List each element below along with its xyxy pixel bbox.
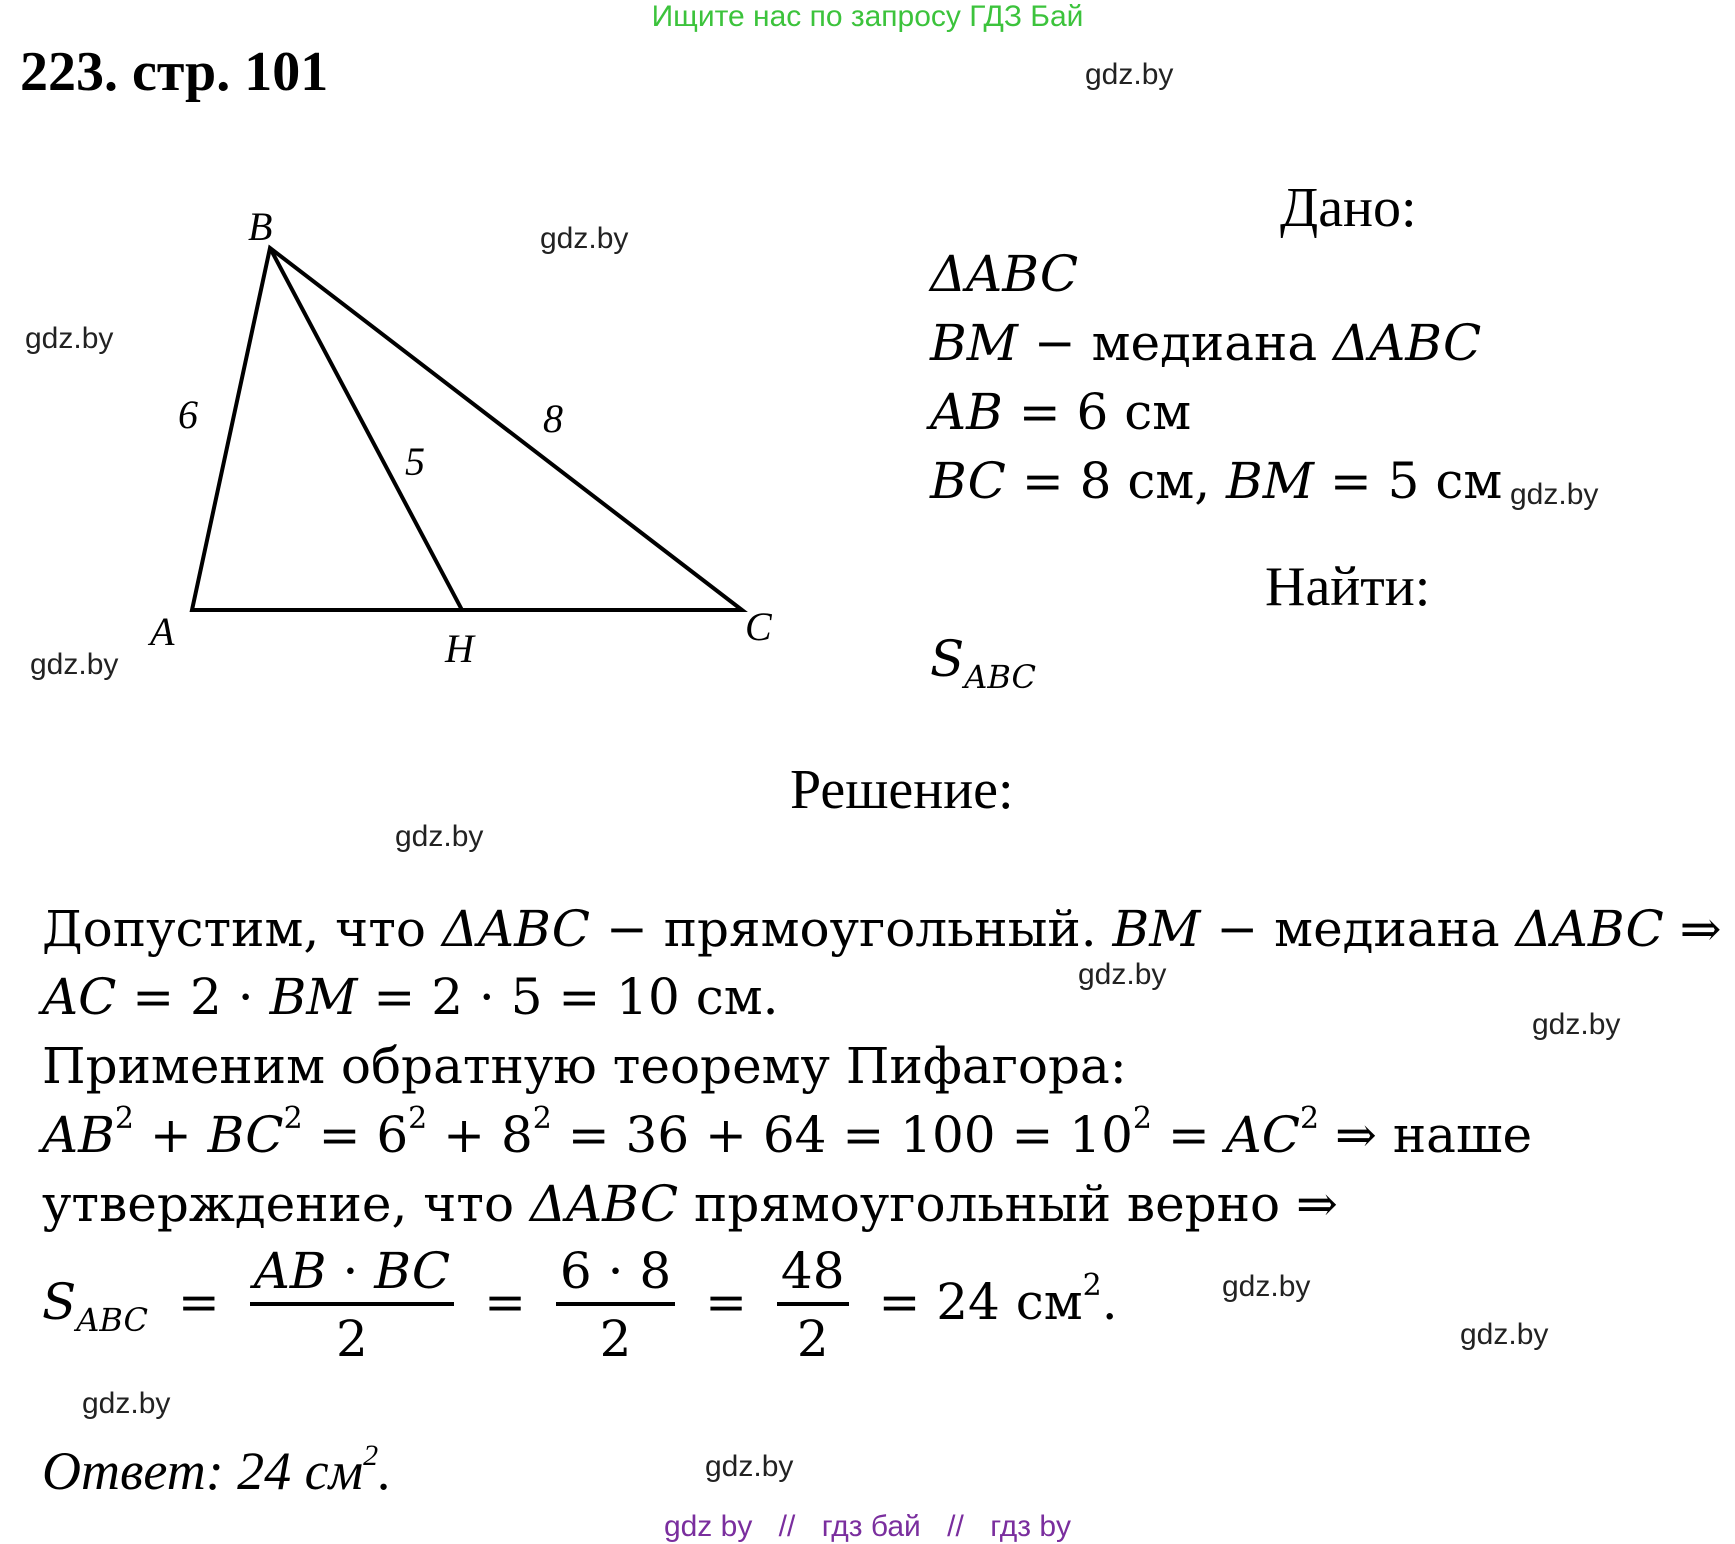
delta-symbol: Δ <box>1515 900 1552 958</box>
given-line-2 <box>930 314 1481 372</box>
delta-symbol: Δ <box>529 1175 567 1233</box>
text: Допустим, что <box>42 900 442 958</box>
watermark: gdz.by <box>1460 1318 1549 1351</box>
equation: = 5 см <box>1313 452 1503 510</box>
solution-line-5 <box>42 1175 1338 1233</box>
triangle-abc <box>192 248 742 610</box>
triangle-name: ABC <box>1369 314 1482 372</box>
watermark: gdz.by <box>1078 958 1167 991</box>
fraction-numerator: 48 <box>777 1240 849 1306</box>
vertex-label-h: H <box>445 626 474 671</box>
find-value <box>930 630 1036 696</box>
vertex-label-a: A <box>150 609 175 654</box>
area-subscript: ABC <box>76 1301 148 1339</box>
footer-link-gdz-bai[interactable]: гдз бай <box>821 1510 921 1543</box>
exponent: 2 <box>363 1439 379 1472</box>
footer-link-gdz-by[interactable]: gdz by <box>663 1510 753 1543</box>
search-banner: Ищите нас по запросу ГДЗ Бай <box>651 0 1084 33</box>
segment-name: BC <box>930 452 1006 510</box>
watermark: gdz.by <box>82 1387 171 1420</box>
text: − медиана <box>1017 314 1334 372</box>
task-title: 223. стр. 101 <box>20 41 329 103</box>
period: . <box>1101 1273 1118 1331</box>
exponent: 2 <box>1082 1268 1102 1303</box>
equation: = 8 см, <box>1005 452 1227 510</box>
text: = 6 <box>302 1106 409 1164</box>
segment-name: AB <box>253 1242 327 1300</box>
segment-name: BM <box>1226 452 1314 510</box>
delta-symbol: Δ <box>441 900 478 958</box>
triangle-figure <box>0 0 800 700</box>
footer-separator: // <box>947 1510 964 1543</box>
text: = 2 · 5 = 10 см. <box>357 968 779 1026</box>
text: − медиана <box>1200 900 1516 958</box>
find-heading: Найти: <box>1265 556 1431 618</box>
area-formula <box>42 1240 1118 1372</box>
footer-link-gdz-by-ru[interactable]: гдз by <box>990 1510 1072 1543</box>
text: прямоугольный верно ⇒ <box>678 1175 1338 1233</box>
solution-line-2 <box>42 968 779 1026</box>
segment-name: BC <box>207 1106 284 1164</box>
fraction-3 <box>777 1240 849 1372</box>
side-label-bh: 5 <box>405 439 425 484</box>
given-heading: Дано: <box>1280 177 1417 239</box>
watermark: gdz.by <box>30 648 119 681</box>
answer <box>42 1440 392 1502</box>
text: = <box>1151 1106 1226 1164</box>
segment-name: AC <box>1225 1106 1301 1164</box>
watermark: gdz.by <box>1532 1008 1621 1041</box>
segment-name: BM <box>269 968 358 1026</box>
watermark: gdz.by <box>705 1450 794 1483</box>
triangle-name: ABC <box>478 900 591 958</box>
solution-line-3: Применим обратную теорему Пифагора: <box>42 1037 1127 1095</box>
text: = 2 · <box>116 968 270 1026</box>
side-label-bc: 8 <box>543 396 563 441</box>
given-line-3 <box>930 383 1191 441</box>
footer-links <box>0 1510 1735 1544</box>
exponent: 2 <box>114 1101 134 1136</box>
area-symbol: S <box>930 630 965 688</box>
segment-name: BM <box>1112 900 1201 958</box>
segment-name: BM <box>930 314 1018 372</box>
result: = 24 см <box>878 1273 1083 1331</box>
equals: = <box>705 1273 748 1331</box>
fraction-denominator: 2 <box>796 1310 829 1368</box>
watermark: gdz.by <box>395 820 484 853</box>
fraction-numerator <box>250 1240 454 1306</box>
segment-name: AB <box>42 1106 115 1164</box>
exponent: 2 <box>532 1101 552 1136</box>
watermark: gdz.by <box>540 222 629 255</box>
delta-symbol: Δ <box>1333 314 1370 372</box>
footer-separator: // <box>778 1510 796 1543</box>
solution-heading: Решение: <box>790 759 1014 821</box>
triangle-name: ABC <box>966 245 1079 303</box>
fraction-1 <box>250 1240 454 1372</box>
segment-name: BC <box>374 1242 451 1300</box>
solution-line-4 <box>42 1101 1533 1164</box>
text: − прямоугольный. <box>590 900 1113 958</box>
watermark: gdz.by <box>1510 478 1599 511</box>
solution-line-1 <box>42 900 1722 958</box>
text: утверждение, что <box>42 1175 530 1233</box>
given-line-4 <box>930 452 1502 510</box>
exponent: 2 <box>1132 1101 1152 1136</box>
side-label-ab: 6 <box>178 392 198 437</box>
vertex-label-b: B <box>248 204 273 249</box>
given-line-1 <box>930 245 1078 303</box>
answer-text: Ответ: 24 см <box>42 1441 364 1501</box>
text: + <box>133 1106 208 1164</box>
delta-symbol: Δ <box>930 245 967 303</box>
segment-name: AB <box>930 383 1003 441</box>
period: . <box>378 1441 392 1501</box>
watermark: gdz.by <box>1085 58 1174 91</box>
equals: = <box>177 1273 220 1331</box>
watermark: gdz.by <box>25 322 114 355</box>
text: = 36 + 64 = 100 = 10 <box>551 1106 1133 1164</box>
implies: ⇒ <box>1663 900 1722 958</box>
triangle-name: ABC <box>566 1175 679 1233</box>
exponent: 2 <box>408 1101 428 1136</box>
watermark: gdz.by <box>1222 1270 1311 1303</box>
area-symbol: S <box>42 1273 77 1331</box>
equation: = 6 см <box>1002 383 1192 441</box>
dot: · <box>326 1242 375 1300</box>
text: ⇒ наше <box>1319 1106 1533 1164</box>
triangle-name: ABC <box>1551 900 1664 958</box>
area-subscript: ABC <box>964 658 1036 696</box>
segment-bh <box>270 248 462 610</box>
vertex-label-c: C <box>745 604 772 649</box>
exponent: 2 <box>1300 1101 1320 1136</box>
fraction-2 <box>556 1240 675 1372</box>
fraction-numerator: 6 · 8 <box>556 1240 675 1306</box>
segment-name: AC <box>42 968 117 1026</box>
fraction-denominator: 2 <box>599 1310 632 1368</box>
fraction-denominator: 2 <box>336 1310 368 1368</box>
equals: = <box>484 1273 526 1331</box>
exponent: 2 <box>283 1101 303 1136</box>
text: + 8 <box>427 1106 533 1164</box>
